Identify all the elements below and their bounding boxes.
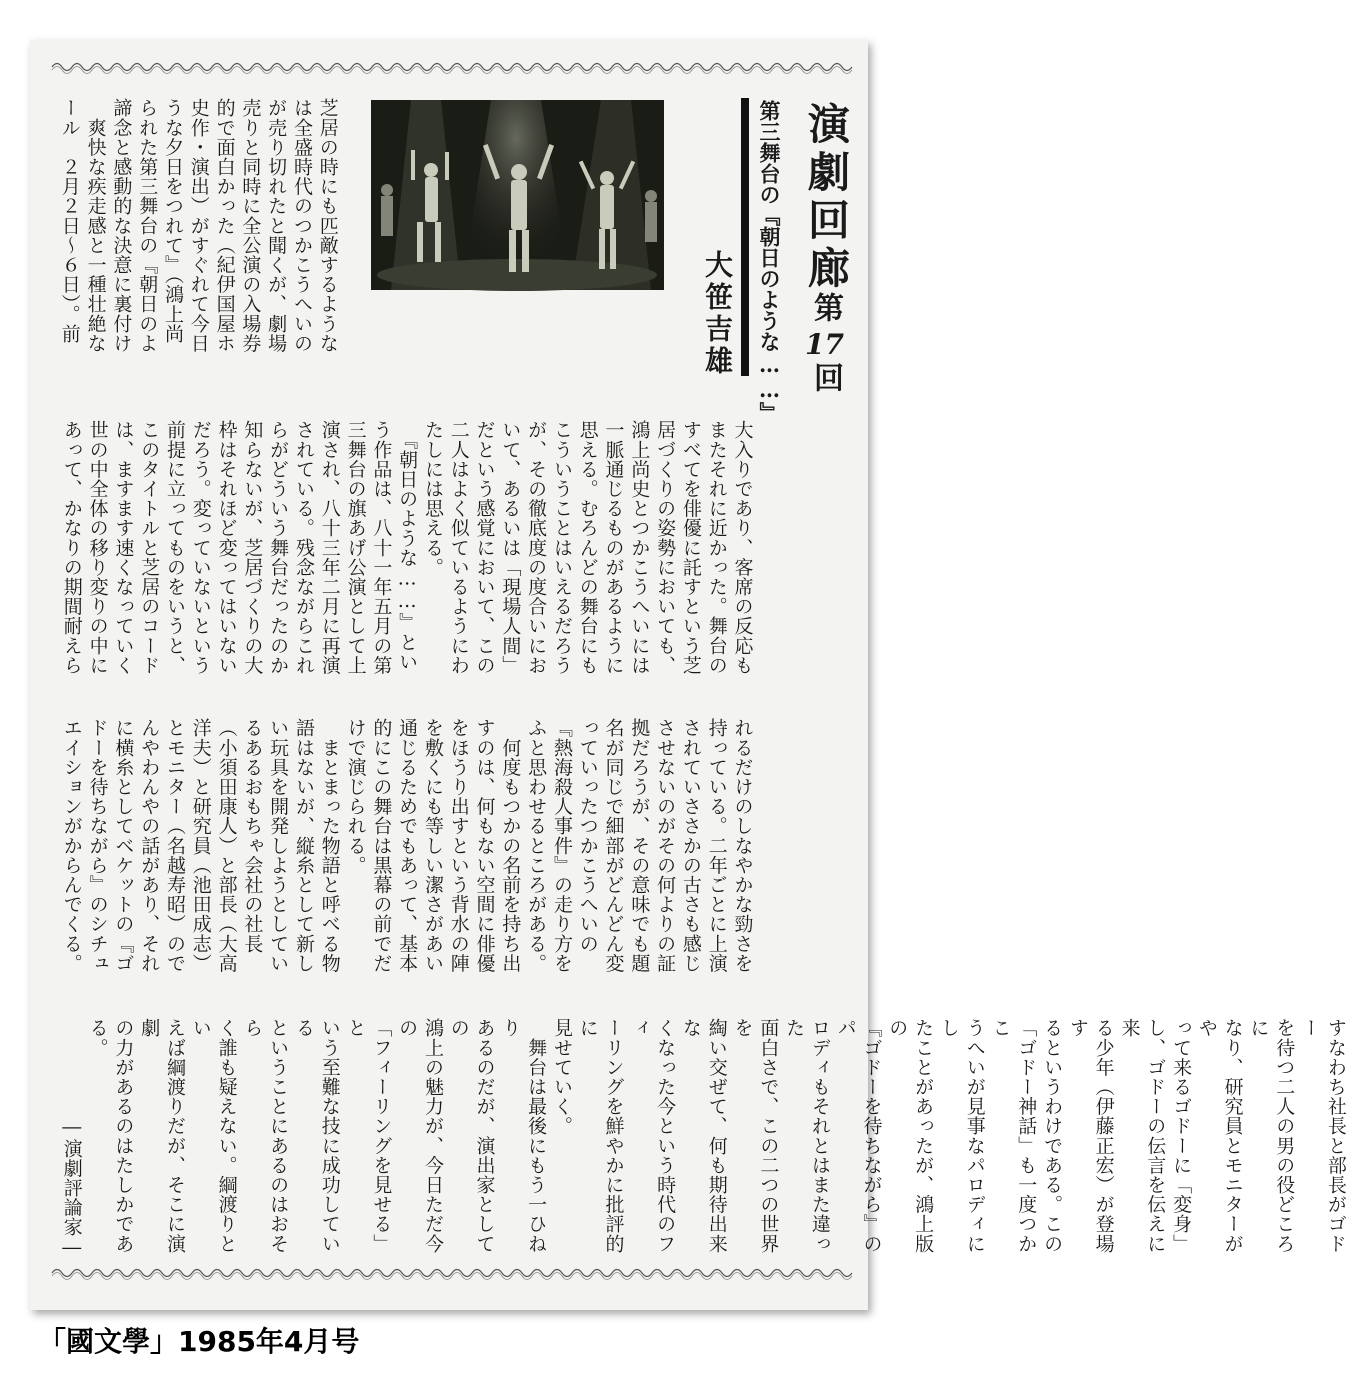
text-column: る。 (86, 1018, 109, 1058)
text-column: う作品は、八十一年五月の第 (370, 420, 393, 675)
text-column: 前提に立ってものをいうと、 (163, 420, 186, 675)
text-column: 語はないが、縦糸として新し (292, 718, 315, 973)
text-column: れるだけのしなやかな勁さを (731, 718, 754, 973)
text-column: 持っている。二年ごとに上演 (705, 718, 728, 973)
source-caption: 「國文學」1985年4月号 (38, 1325, 360, 1358)
text-column: たことがあったが、鴻上版の (886, 1018, 935, 1254)
text-column: ということにあるのはおそら (241, 1018, 290, 1254)
text-column: んやわんやの話があり、それ (138, 718, 161, 973)
text-column: まとまった物語と呼べる物 (318, 718, 341, 973)
text-column: 何度もつかの名前を持ち出 (499, 718, 522, 973)
text-column: 通じるためでもあって、基本 (396, 718, 419, 973)
stage-photo (371, 100, 664, 290)
article-title: 第三舞台の『朝日のような……』 (757, 100, 782, 423)
text-column: このタイトルと芝居のコード (138, 420, 161, 675)
text-column: 二人はよく似ているようにわ (447, 420, 470, 675)
text-column: たしには思える。 (421, 420, 444, 577)
text-column: 芝居の時にも匹敵するような (316, 98, 339, 353)
text-column: ―演劇評論家― (60, 1018, 83, 1260)
text-column: 一脈通じるものがあるように (602, 420, 625, 675)
text-column: 鴻上の魅力が、今日ただ今の (396, 1018, 444, 1254)
text-column: ドーを待ちながら』のシチュ (86, 718, 109, 973)
lower-text-block (58, 718, 755, 988)
text-column: 『熱海殺人事件』の走り方を (550, 718, 573, 973)
text-column: っていったつかこうへいの (576, 718, 599, 954)
text-column: うへいが見事なパロディにし (937, 1018, 986, 1254)
text-column: 綯い交ぜて、何も期待出来な (679, 1018, 728, 1254)
issue-number: 17 (805, 328, 844, 361)
text-column: 居づくりの姿勢においても、 (654, 420, 677, 675)
text-column: 諦念と感動的な決意に裏付け (110, 98, 133, 353)
text-column: 「ゴドー神話」も一度つかこ (989, 1018, 1038, 1254)
text-column: 拠だろうが、その意味でも題 (628, 718, 651, 973)
text-column: られた第三舞台の『朝日のよ (136, 98, 159, 353)
text-column: し、ゴドーの伝言を伝えに来 (1118, 1018, 1167, 1254)
text-column: いて、あるいは「現場人間」 (499, 420, 522, 675)
text-column: く誰も疑えない。綱渡りとい (189, 1018, 238, 1254)
text-column: を敷くにも等しい潔さがあい (421, 718, 444, 973)
text-column: （小須田康人）と部長（大高 (215, 718, 238, 973)
header-rule (741, 98, 749, 376)
text-column: 舞台は最後にもう一ひねり (499, 1018, 548, 1254)
text-column: をほうり出すという背水の陣 (447, 718, 470, 973)
text-column: 名が同じで細部がどんどん変 (602, 718, 625, 973)
text-column: るあるおもちゃ会社の社長 (241, 718, 264, 954)
text-column: 面白さで、この二つの世界を (731, 1018, 780, 1254)
text-column: 三舞台の旗あげ公演として上 (344, 420, 367, 675)
text-column: 的にこの舞台は黒幕の前でだ (370, 718, 393, 973)
text-column: 枠はそれほど変ってはいない (215, 420, 238, 675)
text-column: すなわち社長と部長がゴドー (1299, 1018, 1347, 1254)
top-text-block (56, 98, 340, 380)
issue-suffix: 回 (808, 362, 843, 392)
text-column: されている。残念ながらこれ (292, 420, 315, 675)
bottom-wavy-border (52, 1266, 852, 1280)
text-column: あって、かなりの期間耐えら (60, 420, 83, 675)
text-column: けで演じられる。 (344, 718, 367, 875)
text-column: ール ２月２日〜６日）。前 (58, 98, 81, 344)
text-column: 爽快な疾走感と一種壮絶な (84, 98, 107, 353)
text-column: るというわけである。この (1041, 1018, 1064, 1254)
text-column: エイションがからんでくる。 (60, 718, 83, 973)
issue-prefix: 第 (808, 292, 843, 322)
text-column: またそれに近かった。舞台の (705, 420, 728, 675)
text-column: 『朝日のような……』とい (396, 420, 419, 672)
text-column: なり、研究員とモニターがや (1195, 1018, 1244, 1254)
text-column: る少年（伊藤正宏）が登場す (1066, 1018, 1115, 1254)
text-column: すのは、何もない空間に俳優 (473, 718, 496, 973)
text-column: らがどういう舞台だったのか (267, 420, 290, 675)
text-column: 鴻上尚史とつかこうへいには (628, 420, 651, 675)
text-column: 洋夫）と研究員（池田成志） (189, 718, 212, 973)
text-column: い玩具を開発しようとしてい (267, 718, 290, 973)
text-column: ロディもそれとはまた違った (783, 1018, 831, 1254)
text-column: 『ゴドーを待ちながら』のパ (834, 1018, 883, 1254)
text-column: あるのだが、演出家としての (447, 1018, 496, 1254)
text-column: ーリングを鮮やかに批評的に (576, 1018, 625, 1254)
text-column: 史作・演出）がすぐれて今日 (187, 98, 210, 353)
text-column: は、ますます速くなっていく (112, 420, 135, 675)
text-column: だという感覚において、この (473, 420, 496, 675)
text-column: って来るゴドーに「変身」 (1170, 1018, 1193, 1254)
text-column: 「フィーリングを見せる」と (344, 1018, 393, 1254)
top-wavy-border (52, 60, 852, 74)
text-column: が、その徹底度の度合いにお (525, 420, 548, 675)
text-column: 思える。むろんどの舞台にも (576, 420, 599, 675)
text-column: 演され、八十三年二月に再演 (318, 420, 341, 675)
text-column: ふと思わせるところがある。 (525, 718, 548, 973)
text-column: くなった今という時代のフィ (628, 1018, 677, 1254)
text-column: が売り切れたと聞くが、劇場 (265, 98, 288, 353)
text-column: 的で面白かった（紀伊国屋ホ (213, 98, 236, 353)
text-column: 知らないが、芝居づくりの大 (241, 420, 264, 675)
bottom-text-block (58, 1018, 1348, 1264)
column-title: 演劇回廊 (802, 102, 851, 294)
text-column: すべてを俳優に託すという芝 (679, 420, 702, 675)
text-column: は全盛時代のつかこうへいの (290, 98, 313, 353)
text-column: とモニター（名越寿昭）ので (163, 718, 186, 973)
author-name: 大笹吉雄 (701, 250, 734, 378)
text-column: に横糸としてベケットの『ゴ (112, 718, 135, 973)
text-column: だろう。変っていないという (189, 420, 212, 675)
text-column: 売りと同時に全公演の入場券 (239, 98, 262, 353)
text-column: されていささかの古さも感じ (679, 718, 702, 973)
middle-text-block (58, 420, 755, 690)
text-column: いう至難な技に成功している (292, 1018, 341, 1254)
text-column: の力があるのはたしかであ (112, 1018, 135, 1254)
text-column: させないのがその何よりの証 (654, 718, 677, 973)
text-column: を待つ二人の男の役どころに (1247, 1018, 1296, 1254)
text-column: 世の中全体の移り変りの中に (86, 420, 109, 675)
text-column: こういうことはいえるだろう (550, 420, 573, 675)
text-column: うな夕日をつれて』（鴻上尚 (161, 98, 184, 344)
stage-photo-image (371, 100, 664, 290)
text-column: えば綱渡りだが、そこに演劇 (138, 1018, 186, 1254)
text-column: 大入りであり、客席の反応も (731, 420, 754, 675)
text-column: 見せていく。 (550, 1018, 573, 1136)
